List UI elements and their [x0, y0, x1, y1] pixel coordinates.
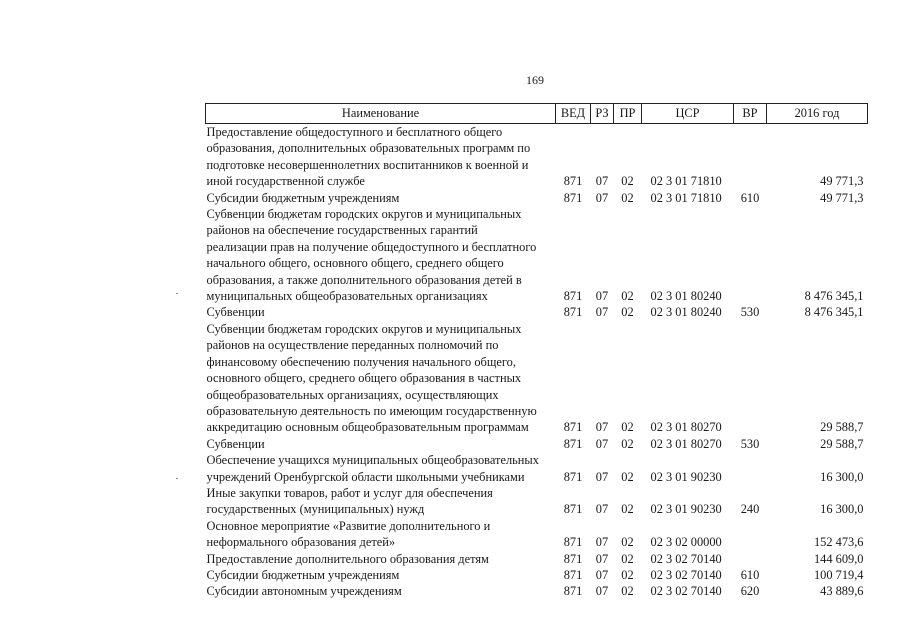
row-name-line: подготовке несовершеннолетних воспитанников к военной и	[206, 157, 529, 172]
row-csr: 02 3 01 80270	[650, 420, 722, 435]
table-row	[206, 518, 868, 551]
row-name-line: Субвенции бюджетам городских округов и муниципальных	[206, 321, 522, 336]
row-name-line: образования, а также дополнительного образования детей в	[206, 272, 522, 287]
header-pr: ПР	[614, 104, 642, 124]
row-ved: 871	[563, 305, 583, 320]
row-csr: 02 3 02 70140	[650, 551, 722, 566]
row-vr	[734, 551, 767, 567]
row-name-line: Субвенции бюджетам городских округов и муниципальных	[206, 207, 522, 222]
row-name-line: Субсидии бюджетным учреждениям	[206, 567, 400, 582]
row-rz: 07	[595, 551, 609, 566]
row-vr	[734, 206, 767, 304]
row-name-line: иной государственной службе	[206, 174, 365, 189]
row-amount: 49 771,3	[820, 190, 864, 205]
row-vr: 530	[740, 436, 760, 451]
row-name-line: районов на осуществление переданных полномочий по	[206, 338, 499, 353]
row-vr	[734, 321, 767, 436]
row-pr: 02	[621, 584, 634, 599]
row-name	[206, 206, 556, 304]
row-name-line: государственных (муниципальных) нужд	[206, 502, 425, 517]
row-rz: 07	[595, 535, 609, 550]
row-name	[206, 321, 556, 436]
row-name-line: начального общего, основного общего, среднего общего	[206, 256, 504, 271]
row-pr: 02	[621, 289, 634, 304]
table-body	[206, 124, 868, 600]
row-name-line: Субвенции	[206, 436, 265, 451]
row-csr: 02 3 01 80240	[650, 305, 722, 320]
row-vr	[734, 124, 767, 190]
row-amount: 16 300,0	[820, 469, 864, 484]
table-row	[206, 436, 868, 452]
row-ved: 871	[563, 289, 583, 304]
row-name-line: аккредитацию основным общеобразовательным программам	[206, 420, 529, 435]
row-csr: 02 3 01 90230	[650, 469, 722, 484]
row-name	[206, 190, 556, 206]
row-rz: 07	[595, 584, 609, 599]
header-vr: ВР	[734, 104, 767, 124]
row-vr: 620	[740, 584, 760, 599]
row-ved: 871	[563, 190, 583, 205]
row-name-line: неформального образования детей»	[206, 535, 396, 550]
row-amount: 152 473,6	[813, 535, 864, 550]
row-rz: 07	[595, 469, 609, 484]
row-ved: 871	[563, 584, 583, 599]
row-name-line: образовательную деятельность по имеющим государственную	[206, 403, 537, 418]
row-name-line: Предоставление дополнительного образования детям	[206, 551, 489, 566]
row-pr: 02	[621, 420, 634, 435]
row-rz: 07	[595, 502, 609, 517]
row-csr: 02 3 02 00000	[650, 535, 722, 550]
header-name: Наименование	[206, 104, 556, 124]
row-vr: 610	[740, 567, 760, 582]
row-ved: 871	[563, 420, 583, 435]
row-pr: 02	[621, 305, 634, 320]
row-name-line: районов на обеспечение государственных гарантий	[206, 223, 478, 238]
row-amount: 29 588,7	[820, 420, 864, 435]
table-row	[206, 206, 868, 304]
scan-artifact	[176, 478, 178, 479]
row-ved: 871	[563, 469, 583, 484]
header-year: 2016 год	[767, 104, 868, 124]
row-amount: 8 476 345,1	[804, 305, 864, 320]
row-rz: 07	[595, 174, 609, 189]
row-name	[206, 452, 556, 485]
row-rz: 07	[595, 305, 609, 320]
row-name-line: финансовому обеспечению получения начального общего,	[206, 354, 516, 369]
row-name-line: Субвенции	[206, 305, 265, 320]
row-vr: 610	[740, 190, 760, 205]
row-vr	[734, 452, 767, 485]
table-row	[206, 583, 868, 599]
row-name-line: Основное мероприятие «Развитие дополнительного и	[206, 518, 491, 533]
row-ved: 871	[563, 174, 583, 189]
table-row	[206, 190, 868, 206]
row-name-line: Иные закупки товаров, работ и услуг для обеспечения	[206, 485, 493, 500]
header-ved: ВЕД	[556, 104, 591, 124]
row-name-line: общеобразовательных организациях, осуществляющих	[206, 387, 499, 402]
row-name	[206, 583, 556, 599]
table-row	[206, 485, 868, 518]
row-ved: 871	[563, 551, 583, 566]
row-ved: 871	[563, 502, 583, 517]
row-name-line: реализации прав на получение общедоступного и бесплатного	[206, 239, 537, 254]
table-row	[206, 124, 868, 190]
page-number: 169	[526, 73, 544, 87]
row-name	[206, 485, 556, 518]
row-name	[206, 551, 556, 567]
row-rz: 07	[595, 289, 609, 304]
row-amount: 144 609,0	[813, 551, 864, 566]
row-csr: 02 3 01 80270	[650, 436, 722, 451]
row-csr: 02 3 01 71810	[650, 190, 722, 205]
row-name	[206, 518, 556, 551]
row-name-line: основного общего, среднего общего образования в частных	[206, 371, 522, 386]
row-name-line: муниципальных общеобразовательных организациях	[206, 289, 488, 304]
table-row	[206, 452, 868, 485]
row-ved: 871	[563, 567, 583, 582]
row-rz: 07	[595, 436, 609, 451]
table-header	[206, 104, 868, 124]
row-csr: 02 3 01 90230	[650, 502, 722, 517]
row-pr: 02	[621, 190, 634, 205]
scan-artifact	[176, 293, 178, 294]
row-name	[206, 124, 556, 190]
row-ved: 871	[563, 436, 583, 451]
row-name-line: Субсидии автономным учреждениям	[206, 584, 402, 599]
header-rz: РЗ	[591, 104, 614, 124]
row-name-line: образования, дополнительных образовательных программ по	[206, 141, 531, 156]
row-name	[206, 436, 556, 452]
row-name-line: Субсидии бюджетным учреждениям	[206, 190, 400, 205]
row-vr: 530	[740, 305, 760, 320]
row-amount: 43 889,6	[820, 584, 864, 599]
row-pr: 02	[621, 535, 634, 550]
row-amount: 8 476 345,1	[804, 289, 864, 304]
header-csr: ЦСР	[642, 104, 734, 124]
row-pr: 02	[621, 502, 634, 517]
row-pr: 02	[621, 436, 634, 451]
row-name-line: Обеспечение учащихся муниципальных общеобразовательных	[206, 453, 539, 468]
row-name-line: Предоставление общедоступного и бесплатного общего	[206, 125, 503, 139]
row-csr: 02 3 01 71810	[650, 174, 722, 189]
row-pr: 02	[621, 469, 634, 484]
table-row	[206, 551, 868, 567]
row-amount: 49 771,3	[820, 174, 864, 189]
row-csr: 02 3 02 70140	[650, 584, 722, 599]
row-pr: 02	[621, 551, 634, 566]
row-name	[206, 304, 556, 320]
row-csr: 02 3 02 70140	[650, 567, 722, 582]
row-pr: 02	[621, 567, 634, 582]
budget-table	[205, 103, 868, 600]
row-rz: 07	[595, 420, 609, 435]
row-pr: 02	[621, 174, 634, 189]
row-amount: 100 719,4	[813, 567, 864, 582]
table-row	[206, 567, 868, 583]
row-vr	[734, 518, 767, 551]
row-ved: 871	[563, 535, 583, 550]
row-csr: 02 3 01 80240	[650, 289, 722, 304]
row-name-line: учреждений Оренбургской области школьными учебниками	[206, 469, 525, 484]
row-name	[206, 567, 556, 583]
row-amount: 16 300,0	[820, 502, 864, 517]
row-vr: 240	[740, 502, 760, 517]
table-row	[206, 321, 868, 436]
table-row	[206, 304, 868, 320]
row-rz: 07	[595, 190, 609, 205]
row-amount: 29 588,7	[820, 436, 864, 451]
row-rz: 07	[595, 567, 609, 582]
